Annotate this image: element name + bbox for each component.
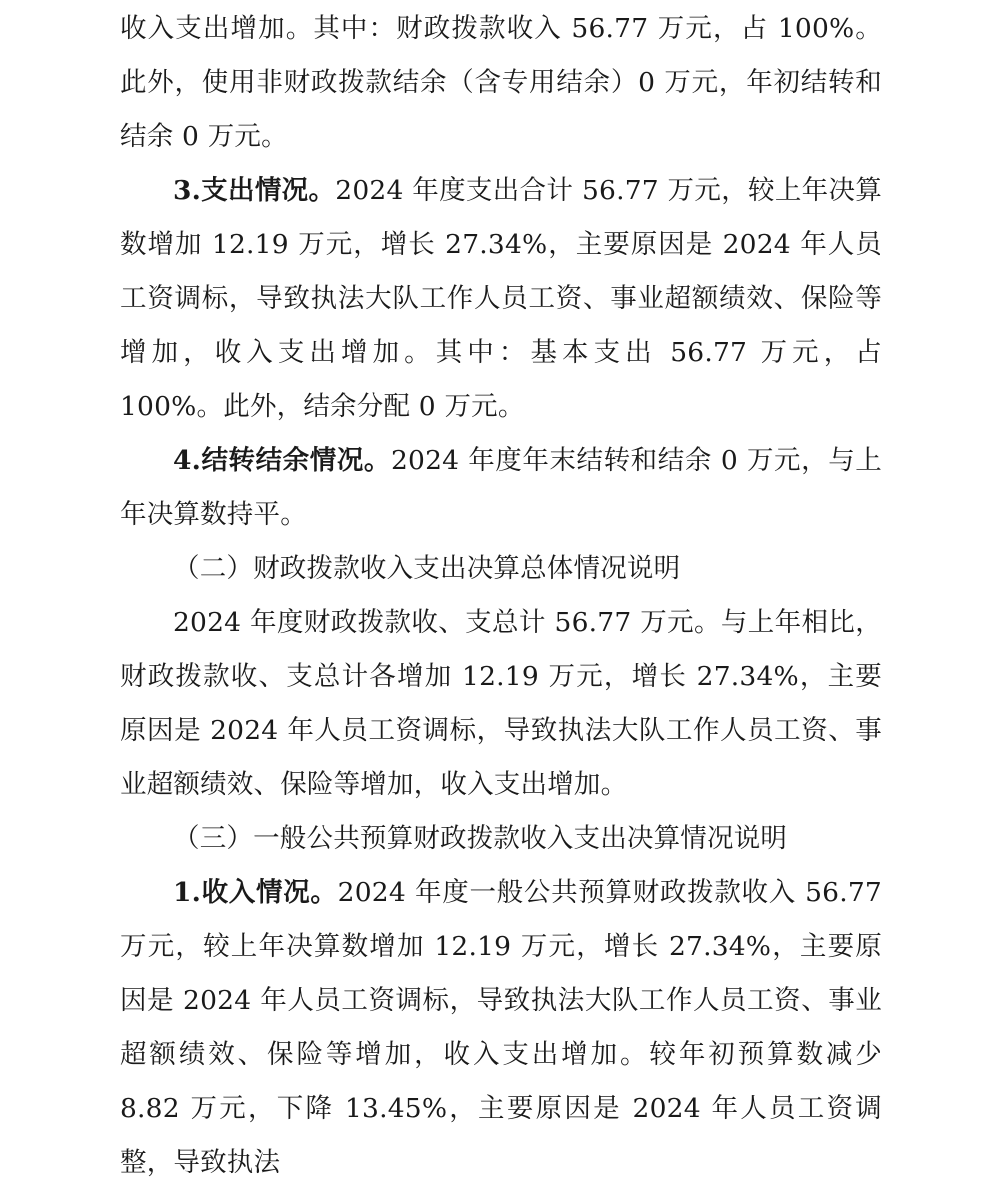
paragraph-carryover-income — [120, 2, 882, 164]
section-heading-two — [120, 542, 882, 596]
heading-text: （三）一般公共预算财政拨款收入支出决算情况说明 — [173, 823, 788, 854]
paragraph-carryforward — [120, 434, 882, 542]
paragraph-appropriation-total — [120, 596, 882, 812]
text-run: 2024 年度财政拨款收、支总计 56.77 万元。与上年相比，财政拨款收、支总计各增加 12.19 万元，增长 27.34%，主要原因是 2024 年人员工资调标，导致执法大队工作人员工资、事业超额绩效、保险等增加，收入支出增加。 — [120, 607, 882, 800]
paragraph-lead-label: 1.收入情况。 — [173, 877, 338, 908]
text-run: 2024 年度年末结转和结余 0 万元，与上年决算数持平。 — [120, 445, 882, 530]
text-run: 2024 年度一般公共预算财政拨款收入 56.77 万元，较上年决算数增加 12.19 万元，增长 27.34%，主要原因是 2024 年人员工资调标，导致执法大队工作人员工资、事业超额绩效、保险等增加，收入支出增加。较年初预算数减少 8.82 万元，下降 13.45%，主要原因是 2024 年人员工资调整，导致执法 — [120, 877, 882, 1178]
text-run: 收入支出增加。其中：财政拨款收入 56.77 万元，占 100%。此外，使用非财政拨款结余（含专用结余）0 万元，年初结转和结余 0 万元。 — [120, 13, 882, 152]
paragraph-lead-label: 4.结转结余情况。 — [173, 445, 391, 476]
paragraph-general-income — [120, 866, 882, 1190]
section-heading-three — [120, 812, 882, 866]
paragraph-lead-label: 3.支出情况。 — [173, 175, 336, 206]
paragraph-expenditure — [120, 164, 882, 434]
heading-text: （二）财政拨款收入支出决算总体情况说明 — [173, 553, 681, 584]
text-run: 2024 年度支出合计 56.77 万元，较上年决算数增加 12.19 万元，增长 27.34%，主要原因是 2024 年人员工资调标，导致执法大队工作人员工资、事业超额绩效、保险等增加，收入支出增加。其中：基本支出 56.77 万元，占 100%。此外，结余分配 0 万元。 — [120, 175, 882, 422]
document-body — [120, 0, 882, 1190]
